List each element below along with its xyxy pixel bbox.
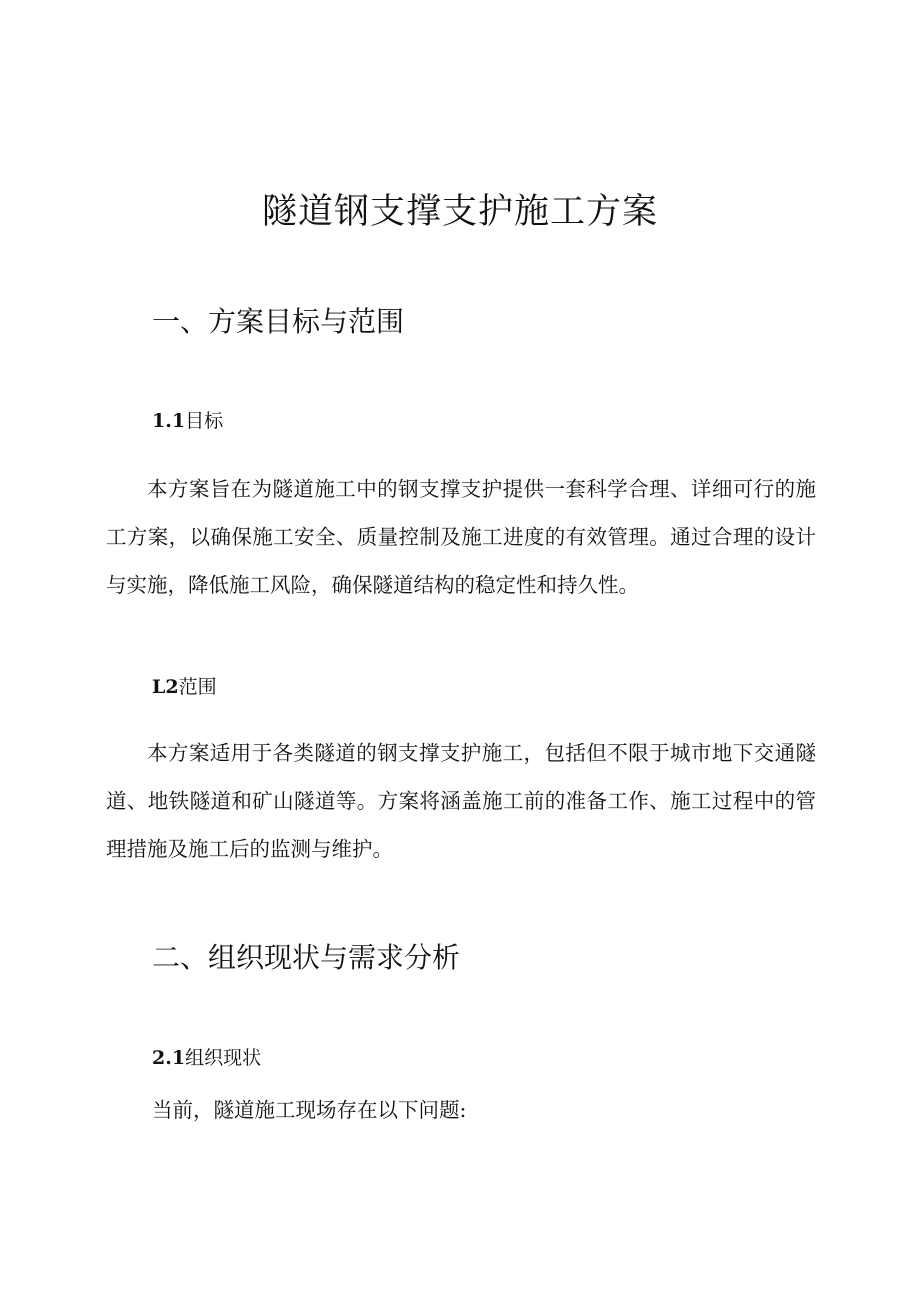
subsection-number: 2.1 [152, 1047, 186, 1069]
subsection-label: 目标 [185, 410, 224, 432]
paragraph-goal: 本方案旨在为隧道施工中的钢支撑支护提供一套科学合理、详细可行的施工方案，以确保施工安全、质量控制及施工进度的有效管理。通过合理的设计与实施，降低施工风险，确保隧道结构的稳定性和持久性。 [106, 477, 816, 597]
section-heading-2: 二、组织现状与需求分析 [152, 941, 461, 974]
subsection-number: 1.1 [152, 410, 186, 432]
subsection-label: 组织现状 [185, 1047, 262, 1069]
subsection-label: 范围 [178, 676, 217, 698]
paragraph-scope: 本方案适用于各类隧道的钢支撑支护施工，包括但不限于城市地下交通隧道、地铁隧道和矿山隧道等。方案将涵盖施工前的准备工作、施工过程中的管理措施及施工后的监测与维护。 [106, 741, 816, 861]
section-heading-1: 一、方案目标与范围 [152, 305, 405, 338]
subsection-heading-1-1 [152, 407, 223, 435]
document-title: 隧道钢支撑支护施工方案 [261, 192, 658, 232]
subsection-heading-2-1 [152, 1044, 261, 1072]
subsection-number: L2 [152, 676, 179, 698]
paragraph-status: 当前，隧道施工现场存在以下问题: [152, 1098, 467, 1122]
subsection-heading-1-2 [152, 673, 217, 701]
